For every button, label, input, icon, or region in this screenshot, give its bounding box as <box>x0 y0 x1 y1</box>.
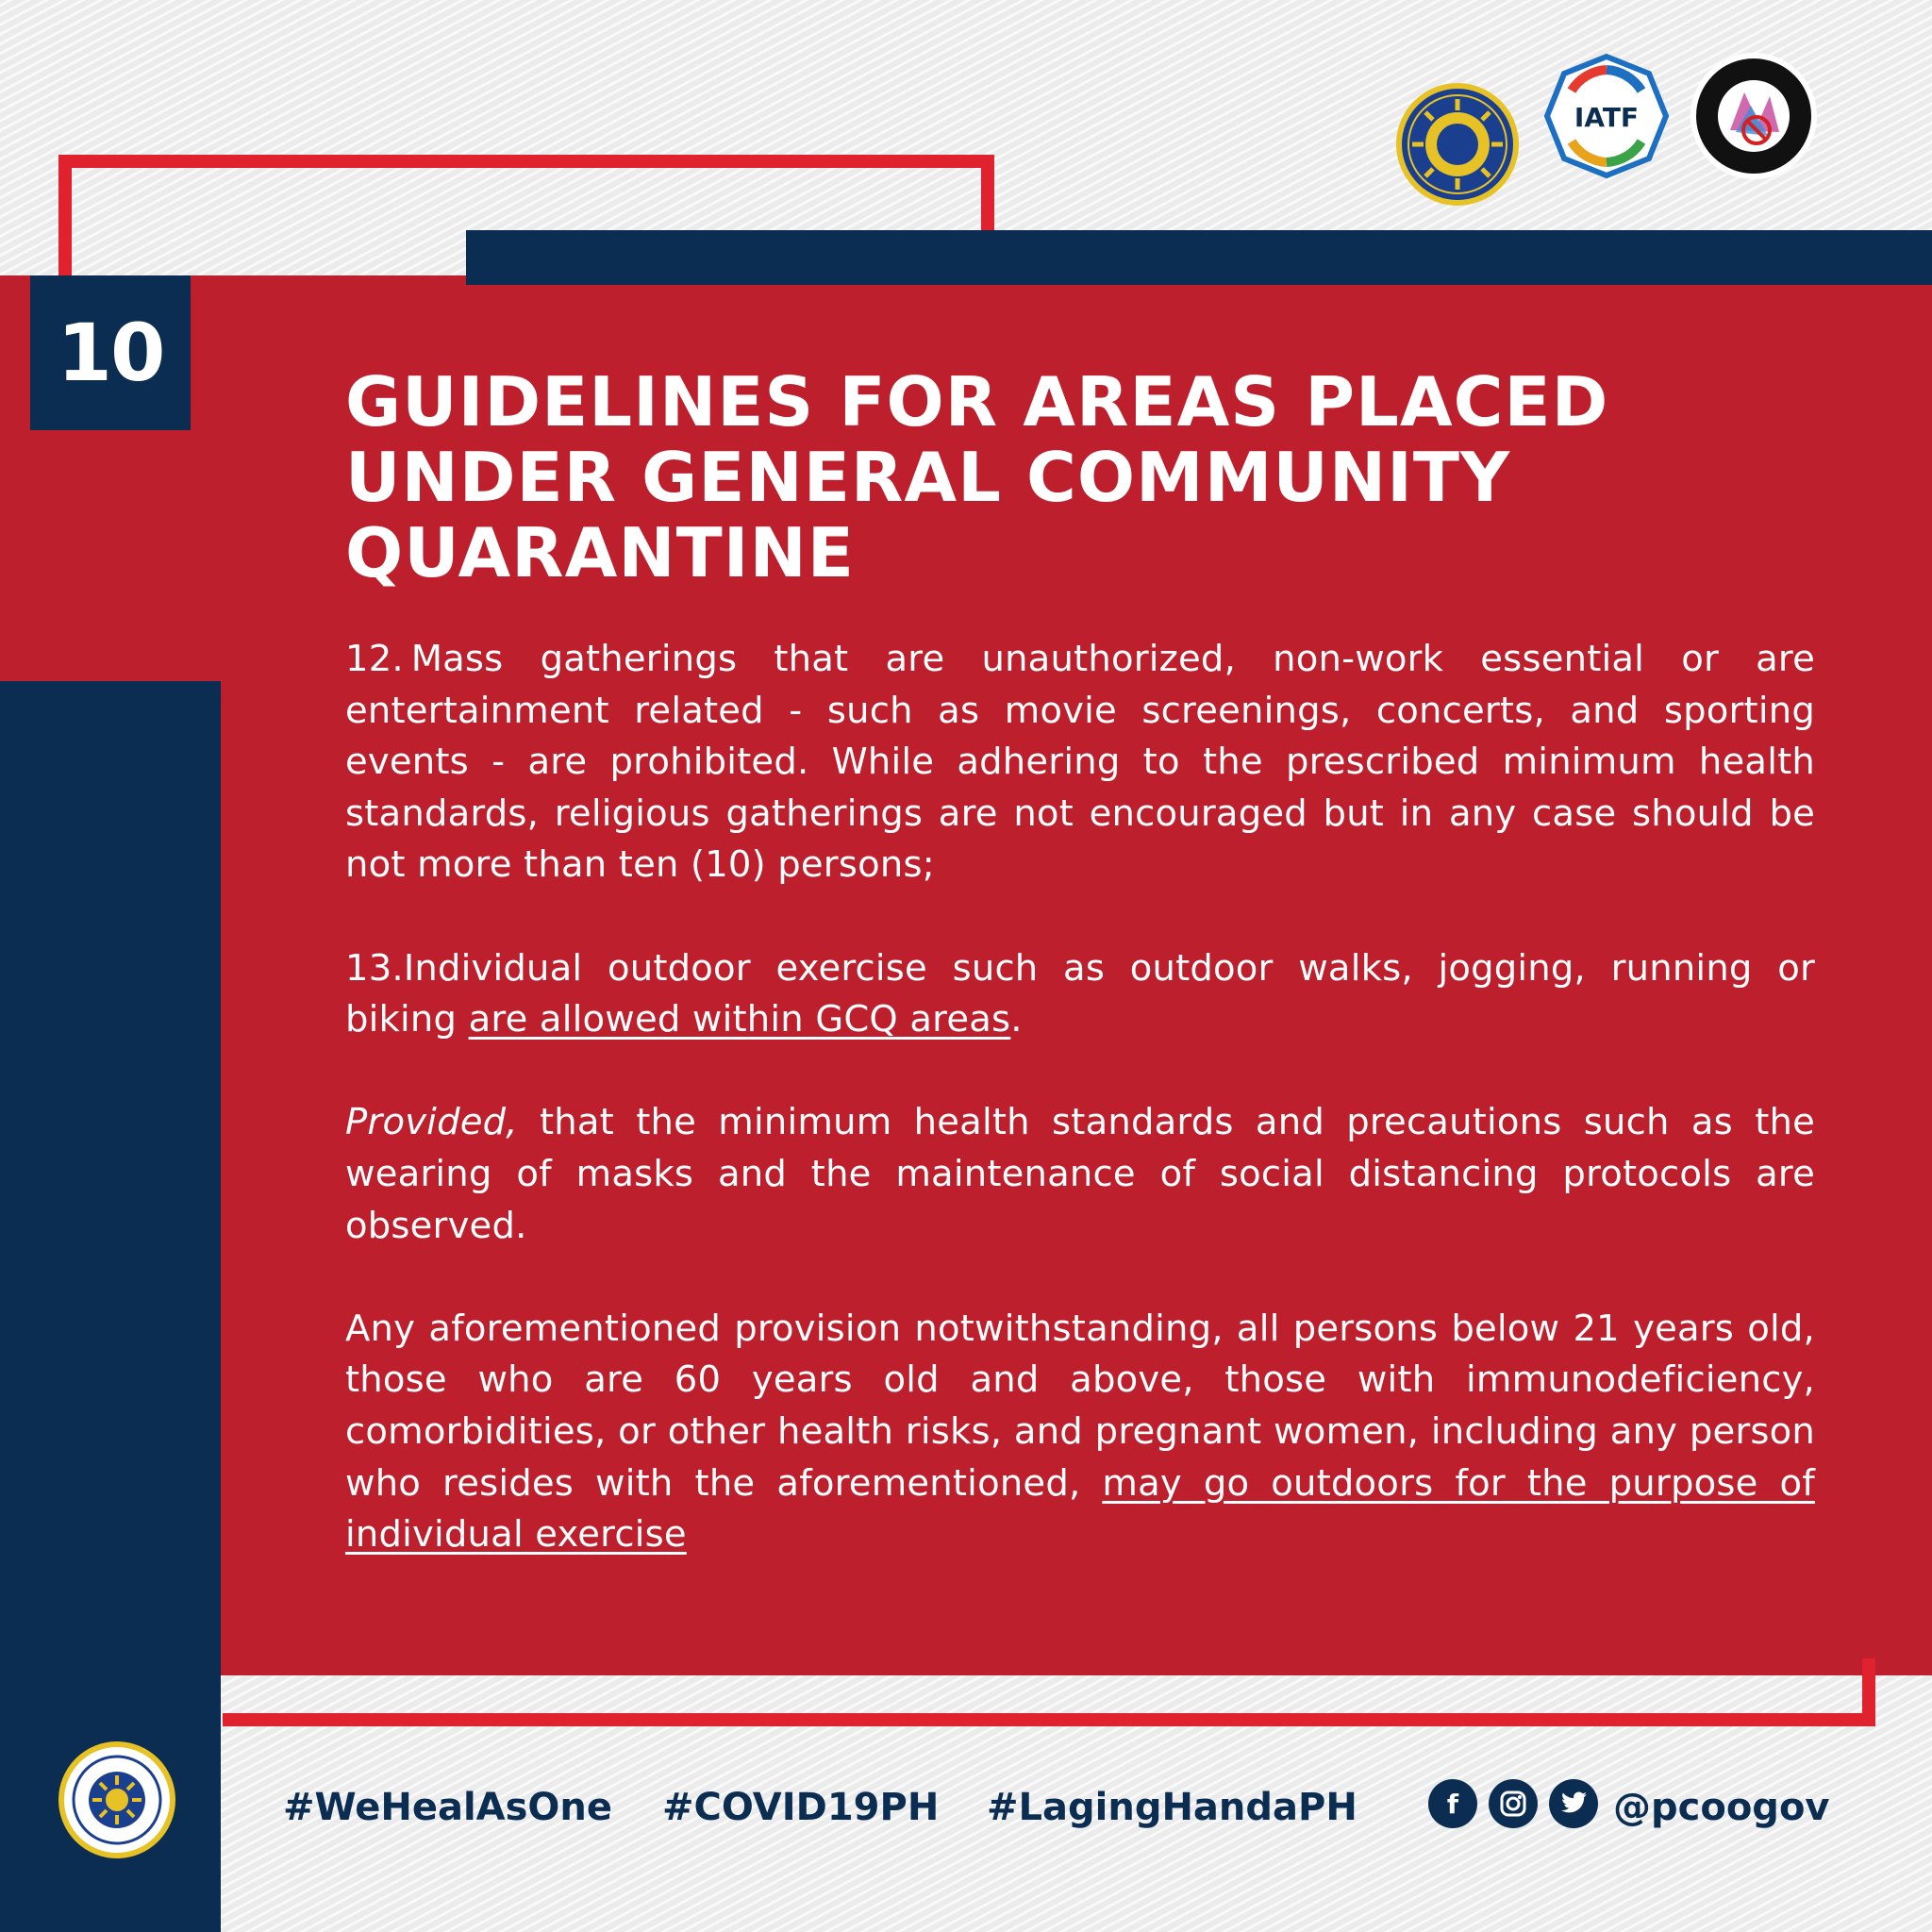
hashtag-covid19ph[interactable]: #COVID19PH <box>662 1786 940 1829</box>
page-title: GUIDELINES FOR AREAS PLACED UNDER GENERAL COMMUNITY QUARANTINE <box>345 362 1609 592</box>
notwithstanding-paragraph: Any aforementioned provision notwithstanding, all persons below 21 years old, those who are 60 years old and above, those with immunodeficiency, comorbidities, or other health risks, and pregnant women, including any person who resides with the aforementioned, may go outdoors for the purpose of individual exercise <box>345 1307 1815 1557</box>
guideline-item-12: 12. Mass gatherings that are unauthorized, non-work essential or are entertainment related - such as movie screenings, concerts, and sporting events - are prohibited. While adhering to the prescribed minimum health standards, religious gatherings are not encouraged but in any case should be not more than ten (10) persons; <box>345 638 1815 887</box>
navy-accent-bar <box>466 230 1932 285</box>
provided-italic: Provided, <box>345 1101 518 1144</box>
proviso-paragraph: Provided, that the minimum health standards and precautions such as the wearing of masks and the maintenance of social distancing protocols are observed. <box>345 1101 1815 1247</box>
hashtag-wehealasone[interactable]: #WeHealAsOne <box>283 1786 613 1829</box>
svg-text:IATF: IATF <box>1574 102 1640 133</box>
iatf-logo-icon <box>1543 53 1670 179</box>
instagram-icon[interactable] <box>1489 1779 1538 1828</box>
social-handle[interactable]: @pcoogov <box>1613 1786 1830 1829</box>
pcoo-seal-icon <box>1396 83 1519 206</box>
twitter-icon[interactable] <box>1549 1779 1598 1828</box>
bureau-of-communications-services-seal-icon <box>58 1741 175 1858</box>
guidelines-body <box>345 634 1815 1561</box>
hashtag-lagingHandaph[interactable]: #LagingHandaPH <box>987 1786 1357 1829</box>
facebook-icon[interactable]: f <box>1428 1779 1477 1828</box>
ntf-covid19-implementer-logo-icon <box>1690 53 1817 179</box>
guideline-item-13: 13.Individual outdoor exercise such as outdoor walks, jogging, running or biking are allowed within GCQ areas. <box>345 946 1815 1041</box>
underlined-phrase: are allowed within GCQ areas <box>468 998 1011 1041</box>
slide-number-badge <box>30 275 191 430</box>
slide-number: 10 <box>57 307 164 399</box>
red-frame-outline-bottom <box>223 1658 1875 1726</box>
underlined-phrase: may go outdoors for the purpose of individual exercise <box>345 1461 1815 1557</box>
